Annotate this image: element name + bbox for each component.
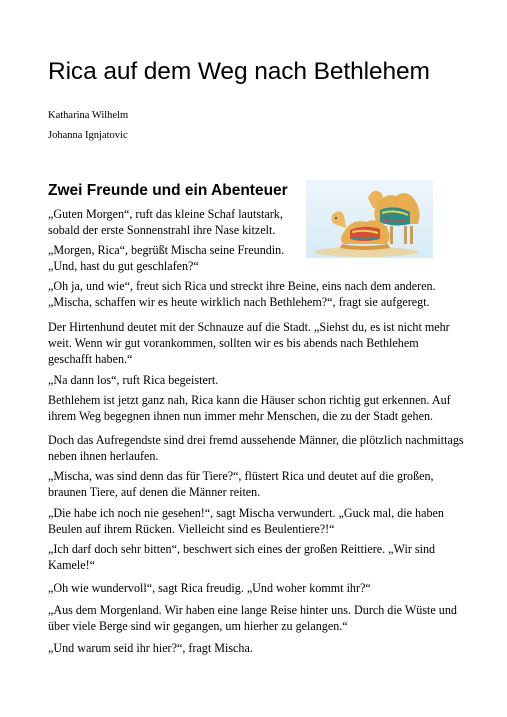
story-paragraph — [48, 602, 458, 634]
paragraph-line: über viele Berge sind wir gegangen, um hierher zu gelangen.“ — [48, 619, 348, 633]
story-paragraph — [48, 505, 458, 537]
paragraph-line: „Und, hast du gut geschlafen?“ — [48, 259, 199, 273]
story-paragraph — [48, 640, 458, 656]
paragraph-line: „Mischa, schaffen wir es heute wirklich nach Bethlehem?“, fragt sie aufgeregt. — [48, 295, 430, 309]
paragraph-line: „Oh ja, und wie“, freut sich Rica und streckt ihre Beine, eins nach dem anderen. — [48, 279, 436, 293]
paragraph-line: „Die habe ich noch nie gesehen!“, sagt Mischa verwundert. „Guck mal, die haben — [48, 506, 444, 520]
paragraph-line: Beulen auf ihrem Rücken. Vielleicht sind es Beulentiere?!“ — [48, 522, 335, 536]
story-paragraph — [48, 278, 458, 310]
paragraph-line: Kamele!“ — [48, 558, 95, 572]
paragraph-line: „Na dann los“, ruft Rica begeistert. — [48, 373, 219, 387]
paragraph-line: „Mischa, was sind denn das für Tiere?“, flüstert Rica und deutet auf die großen, — [48, 469, 434, 483]
paragraph-line: braunen Tiere, auf denen die Männer reiten. — [48, 485, 261, 499]
story-paragraph — [48, 468, 458, 500]
paragraph-line: ihrem Weg begegnen ihnen nun immer mehr Menschen, die zu der Stadt gehen. — [48, 409, 434, 423]
paragraph-line: neben ihnen herlaufen. — [48, 449, 159, 463]
story-paragraph — [48, 580, 458, 596]
paragraph-line: weit. Wenn wir gut vorankommen, sollten wir es bis abends nach Bethlehem — [48, 336, 419, 350]
paragraph-line: Doch das Aufregendste sind drei fremd aussehende Männer, die plötzlich nachmittags — [48, 433, 464, 447]
paragraph-line: „Morgen, Rica“, begrüßt Mischa seine Freundin. — [48, 243, 285, 257]
paragraph-line: „Und warum seid ihr hier?“, fragt Mischa. — [48, 641, 253, 655]
paragraph-line: Der Hirtenhund deutet mit der Schnauze auf die Stadt. „Siehst du, es ist nicht mehr — [48, 320, 450, 334]
paragraph-line: „Aus dem Morgenland. Wir haben eine lange Reise hinter uns. Durch die Wüste und — [48, 603, 457, 617]
paragraph-line: sobald der erste Sonnenstrahl ihre Nase kitzelt. — [48, 223, 276, 237]
section-heading: Zwei Freunde und ein Abenteuer — [48, 182, 288, 199]
story-paragraph — [48, 206, 458, 238]
paragraph-line: „Oh wie wundervoll“, sagt Rica freudig. „Und woher kommt ihr?“ — [48, 581, 371, 595]
story-paragraph — [48, 541, 458, 573]
paragraph-line: „Ich darf doch sehr bitten“, beschwert sich eines der großen Reittiere. „Wir sind — [48, 542, 436, 556]
author-name: Katharina Wilhelm — [48, 110, 129, 121]
document-title: Rica auf dem Weg nach Bethlehem — [48, 58, 430, 85]
story-paragraph — [48, 319, 458, 367]
story-paragraph — [48, 242, 458, 274]
paragraph-line: geschafft haben.“ — [48, 352, 133, 366]
story-paragraph — [48, 432, 464, 464]
paragraph-line: Bethlehem ist jetzt ganz nah, Rica kann die Häuser schon richtig gut erkennen. Auf — [48, 393, 451, 407]
story-paragraph — [48, 372, 458, 388]
author-name: Johanna Ignjatovic — [48, 130, 128, 141]
paragraph-line: „Guten Morgen“, ruft das kleine Schaf lautstark, — [48, 207, 283, 221]
story-paragraph — [48, 392, 458, 424]
